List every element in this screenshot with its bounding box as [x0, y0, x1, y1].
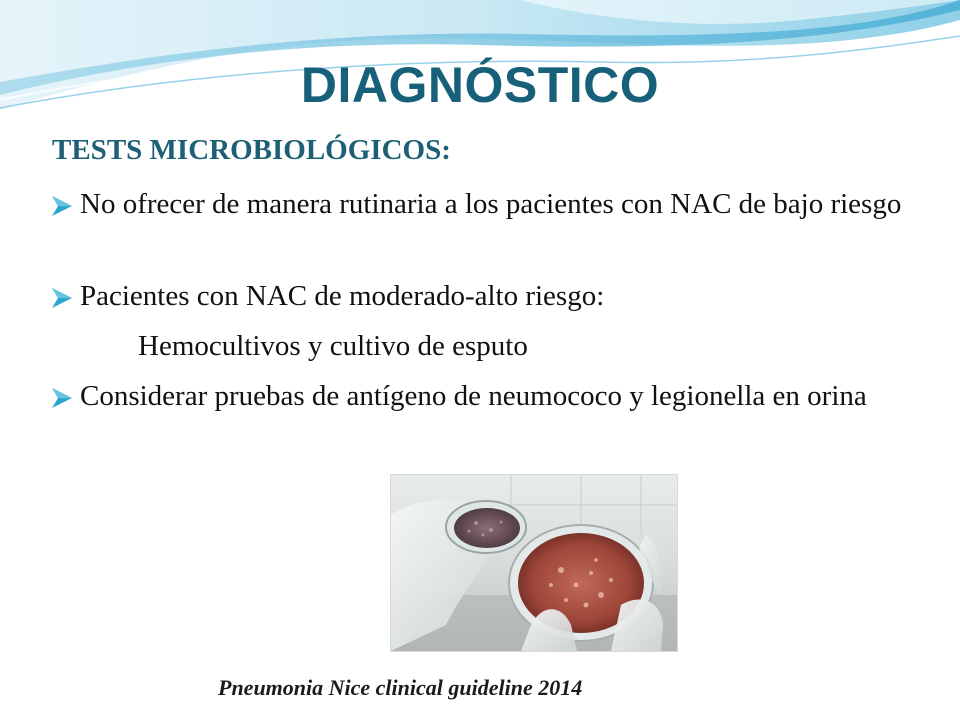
bullet-item	[50, 186, 940, 223]
citation-text: Pneumonia Nice clinical guideline 2014	[218, 675, 583, 700]
slide-title: DIAGNÓSTICO	[300, 57, 660, 113]
arrow-bullet-icon	[50, 194, 74, 218]
bullet-text: No ofrecer de manera rutinaria a los pacientes con NAC de bajo riesgo	[80, 188, 902, 220]
arrow-bullet-icon	[50, 386, 74, 410]
arrow-bullet-icon	[50, 286, 74, 310]
bullet-item	[50, 378, 940, 415]
bullet-item	[50, 278, 940, 315]
bullet-text: Pacientes con NAC de moderado-alto riesgo:	[80, 280, 605, 312]
petri-dish-photo	[390, 474, 678, 652]
sub-item-text: Hemocultivos y cultivo de esputo	[138, 330, 528, 362]
section-subtitle: TESTS MICROBIOLÓGICOS:	[52, 134, 451, 166]
bullet-text: Considerar pruebas de antígeno de neumococo y legionella en orina	[80, 380, 867, 412]
